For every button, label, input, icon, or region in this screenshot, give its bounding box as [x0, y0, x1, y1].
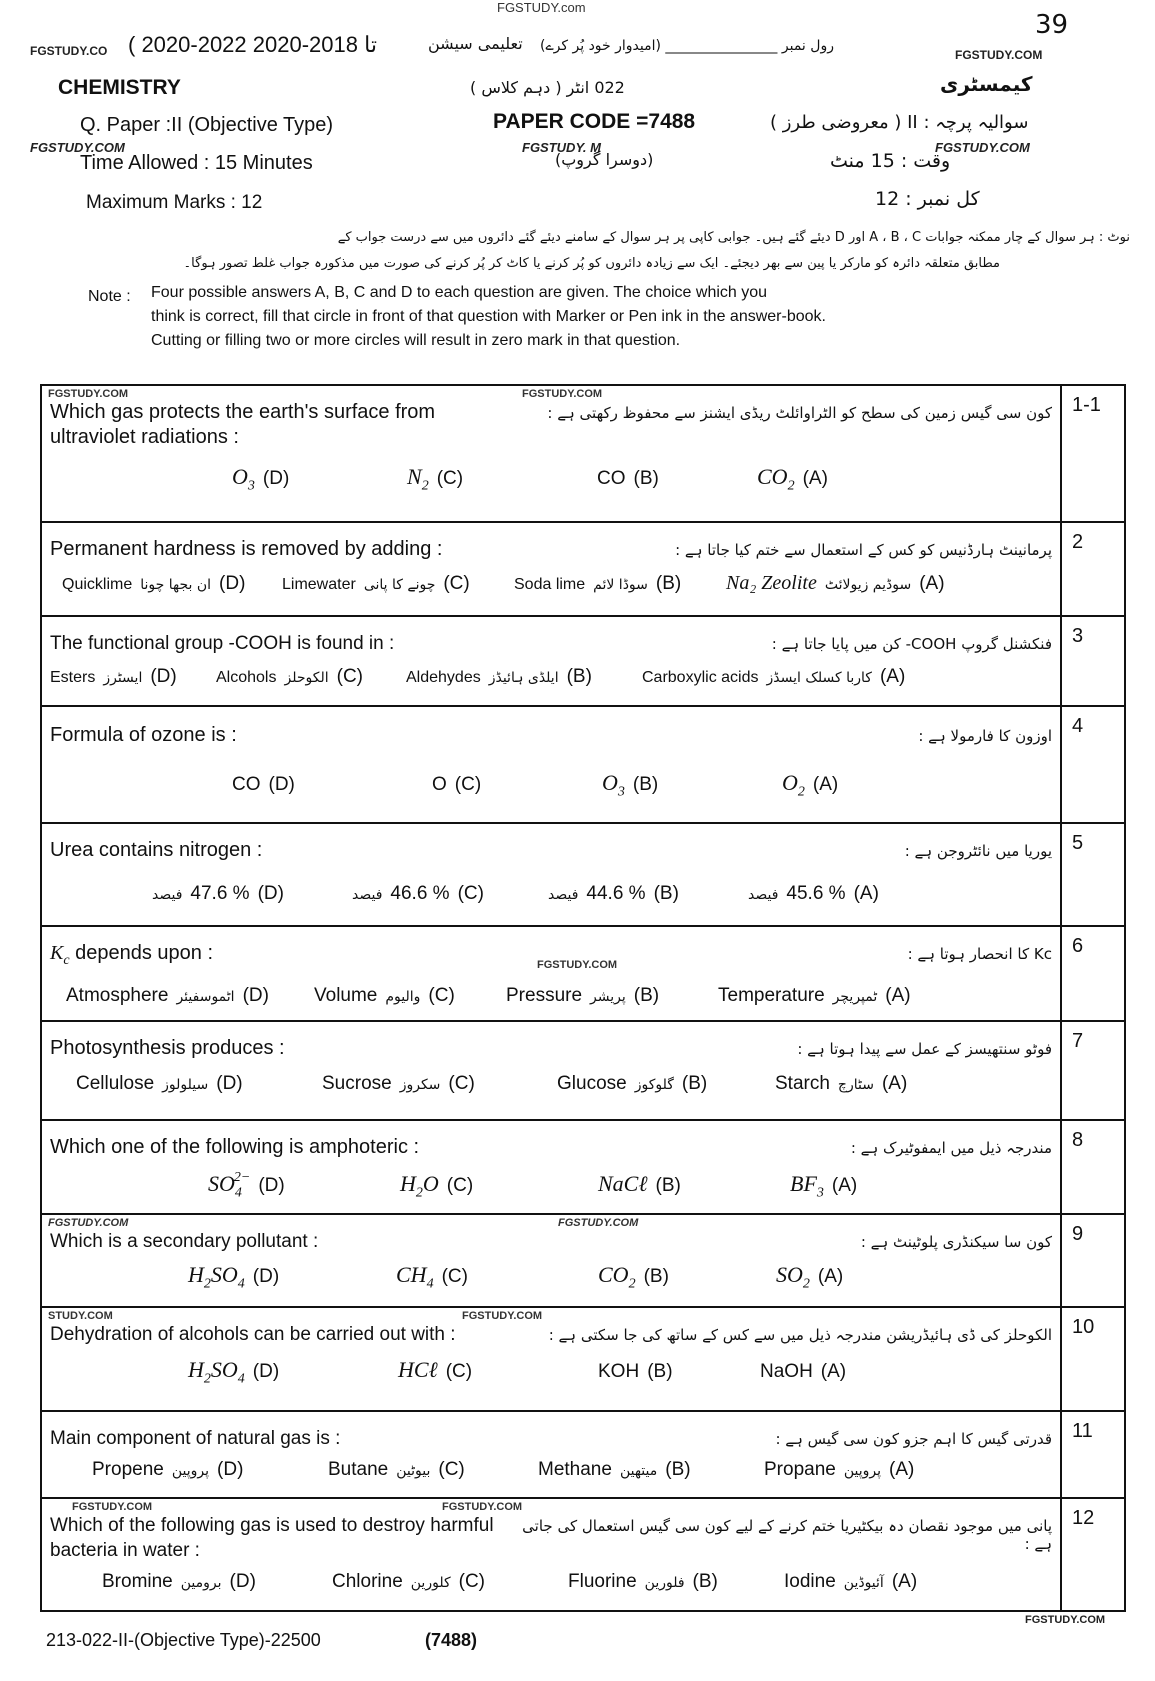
question-number: 6 [1061, 926, 1125, 1021]
question-number: 3 [1061, 616, 1125, 706]
subject-title: CHEMISTRY [58, 76, 181, 99]
option-c[interactable]: Chlorine کلورین (C) [332, 1571, 486, 1592]
question-text-ur: الکوحلز کی ڈی ہائیڈریشن مندرجہ ذیل میں سے کس کے ساتھ کی جا سکتی ہے : [548, 1326, 1052, 1344]
question-text-en: Permanent hardness is removed by adding : [50, 538, 443, 560]
option-a[interactable]: $O_2$ (A) [782, 770, 839, 800]
question-row [41, 616, 1125, 706]
watermark: FGSTUDY.COM [537, 959, 618, 971]
option-d[interactable]: Quicklime ان بجھا چونا (D) [62, 573, 246, 594]
option-b[interactable]: Fluorine فلورین (B) [568, 1571, 718, 1592]
watermark-top: FGSTUDY.com [497, 0, 586, 15]
note-line-2: think is correct, fill that circle in front of that question with Marker or Pen ink in the answer-book. [151, 308, 826, 325]
question-row [41, 926, 1125, 1021]
option-b[interactable]: Aldehydes ایلڈی ہائیڈز (B) [406, 666, 592, 687]
question-text-ur: مندرجہ ذیل میں ایمفوٹیرک ہے : [850, 1139, 1052, 1157]
questions-table [40, 384, 1126, 1612]
options-row [42, 1262, 1060, 1292]
question-number: 4 [1061, 706, 1125, 823]
option-d[interactable]: Esters ایسٹرز (D) [50, 666, 177, 687]
instructions-urdu-line2: مطابق متعلقہ دائرہ کو مارکر یا پین سے بھر دیجئے۔ ایک سے زیادہ دائروں کو پُر کرنے یا کاٹ کر پُر کرنے کی صورت میں مذکورہ جواب غلط تصور ہوگا۔ [183, 256, 1000, 271]
question-text-en: Which of the following gas is used to destroy harmful bacteria in water : [50, 1515, 494, 1561]
question-text-en: $K_c$ depends upon : [50, 942, 214, 968]
paper-type-urdu: سوالیہ پرچہ : II ( معروضی طرز ) [770, 112, 1029, 133]
option-c[interactable]: $CH_4$ (C) [396, 1262, 468, 1292]
question-text-en: Formula of ozone is : [50, 724, 237, 746]
note-label: Note : [88, 288, 131, 305]
watermark: FGSTUDY.CO [30, 44, 108, 58]
option-a[interactable]: Iodine آئیوڈین (A) [784, 1571, 918, 1592]
option-a[interactable]: $CO_2$ (A) [757, 464, 828, 494]
question-number: 12 [1061, 1498, 1125, 1611]
option-a[interactable]: Na₂ Zeolite سوڈیم زیولائٹ (A) [726, 572, 945, 594]
option-b[interactable]: KOH (B) [598, 1361, 673, 1382]
options-row [42, 666, 1060, 688]
question-text-ur: فنکشنل گروپ COOH- کن میں پایا جاتا ہے : [771, 635, 1052, 653]
option-a[interactable]: فیصد 45.6 % (A) [748, 883, 879, 904]
question-number: 8 [1061, 1120, 1125, 1214]
group-label: (دوسرا گروپ) [555, 150, 654, 169]
footer-paper-code: (7488) [425, 1630, 478, 1650]
option-b[interactable]: NaCℓ (B) [598, 1171, 681, 1196]
question-row [41, 706, 1125, 823]
question-number: 9 [1061, 1214, 1125, 1307]
option-b[interactable]: Pressure پریشر (B) [506, 985, 660, 1006]
option-a[interactable]: Temperature ٹمپریچر (A) [718, 985, 911, 1006]
option-b[interactable]: Methane میتھین (B) [538, 1459, 691, 1480]
question-row [41, 1120, 1125, 1214]
note-line-1: Four possible answers A, B, C and D to each question are given. The choice which you [151, 284, 768, 301]
paper-type: Q. Paper :II (Objective Type) [80, 114, 334, 136]
question-number: 5 [1061, 823, 1125, 926]
question-text-ur: Kc کا انحصار ہوتا ہے : [907, 945, 1052, 963]
options-row [42, 1073, 1060, 1095]
handwritten-page-number: 39 [1035, 10, 1069, 40]
option-a[interactable]: NaOH (A) [760, 1361, 847, 1382]
option-d[interactable]: $H_2SO_4$ (D) [188, 1262, 280, 1292]
session-years: ( 2020-2022 تا 2018-2020 [128, 32, 377, 57]
session-label-urdu: تعلیمی سیشن [428, 34, 523, 53]
option-c[interactable]: HCℓ (C) [398, 1357, 473, 1382]
question-text-en: Which one of the following is amphoteric : [50, 1136, 420, 1158]
question-number: 2 [1061, 522, 1125, 616]
question-text-ur: یوریا میں نائٹروجن ہے : [904, 842, 1052, 860]
option-c[interactable]: Butane بیوٹین (C) [328, 1459, 465, 1480]
option-c[interactable]: فیصد 46.6 % (C) [352, 883, 484, 904]
option-a[interactable]: $BF_3$ (A) [790, 1171, 858, 1201]
question-row [41, 1411, 1125, 1498]
option-d[interactable]: Bromine برومین (D) [102, 1571, 256, 1592]
option-b[interactable]: Soda lime سوڈا لائم (B) [514, 573, 682, 594]
options-row [42, 985, 1060, 1007]
option-c[interactable]: $H_2O$ (C) [400, 1171, 474, 1201]
watermark: FGSTUDY.COM [30, 140, 125, 155]
question-text-ur: کون سا سیکنڈری پلوٹینٹ ہے : [860, 1233, 1052, 1251]
watermark: FGSTUDY. M [522, 140, 601, 155]
options-row [42, 770, 1060, 800]
question-text-en: Urea contains nitrogen : [50, 839, 263, 861]
subject-title-urdu: کیمسٹری [940, 72, 1033, 96]
option-c[interactable]: Alcohols الکوحلز (C) [216, 666, 364, 687]
question-text-ur: کون سی گیس زمین کی سطح کو الٹراوائلٹ ریڈی ایشنز سے محفوظ رکھتی ہے : [547, 404, 1052, 422]
option-a[interactable]: Propane پروپین (A) [764, 1459, 915, 1480]
instructions-urdu-line1: نوٹ : ہر سوال کے چار ممکنہ جوابات A ، B ، C اور D دیئے گئے ہیں۔ جوابی کاپی پر ہر سوال کے سامنے دیئے گئے دائروں میں سے درست جواب کے [337, 230, 1130, 245]
question-row [41, 1021, 1125, 1120]
time-allowed-urdu: وقت : 15 منٹ [830, 150, 951, 172]
watermark: FGSTUDY.COM [522, 388, 603, 400]
watermark: FGSTUDY.COM [955, 48, 1043, 62]
question-text-en: Main component of natural gas is : [50, 1428, 341, 1449]
question-text-ur: پرمانینٹ ہارڈنیس کو کس کے استعمال سے ختم کیا جاتا ہے : [675, 541, 1052, 559]
question-row [41, 1498, 1125, 1611]
option-a[interactable]: Starch سٹارچ (A) [775, 1073, 908, 1094]
options-row [42, 464, 1060, 494]
options-row [42, 572, 1060, 595]
question-text-ur: اوزون کا فارمولا ہے : [918, 727, 1052, 745]
question-row [41, 823, 1125, 926]
question-text-en: The functional group -COOH is found in : [50, 633, 395, 654]
question-text-ur: قدرتی گیس کا اہم جزو کون سی گیس ہے : [775, 1430, 1052, 1448]
watermark: FGSTUDY.COM [1025, 1614, 1106, 1626]
option-c[interactable]: Sucrose سکروز (C) [322, 1073, 475, 1094]
watermark: FGSTUDY.COM [462, 1310, 543, 1322]
option-d[interactable]: CO (D) [232, 774, 295, 795]
option-b[interactable]: فیصد 44.6 % (B) [548, 883, 679, 904]
option-c[interactable]: O (C) [432, 774, 482, 795]
watermark: FGSTUDY.COM [72, 1501, 153, 1513]
question-text-en: Dehydration of alcohols can be carried out with : [50, 1324, 456, 1345]
options-row [42, 1459, 1060, 1481]
option-d[interactable]: Atmosphere اٹموسفیئر (D) [66, 985, 269, 1006]
note-line-3: Cutting or filling two or more circles will result in zero mark in that question. [151, 332, 681, 349]
options-row [42, 1170, 1060, 1201]
option-d[interactable]: $H_2SO_4$ (D) [188, 1357, 280, 1387]
question-text-en: Photosynthesis produces : [50, 1037, 285, 1059]
question-row [41, 522, 1125, 616]
option-c[interactable]: Volume والیوم (C) [314, 985, 455, 1006]
question-text-en: Which gas protects the earth's surface from ultraviolet radiations : [50, 401, 436, 448]
option-b[interactable]: CO (B) [597, 468, 659, 489]
question-text-en: Which is a secondary pollutant : [50, 1231, 319, 1252]
option-a[interactable]: $SO_2$ (A) [776, 1262, 844, 1292]
question-number: 10 [1061, 1307, 1125, 1411]
option-d[interactable]: Propene پروپین (D) [92, 1459, 244, 1480]
maximum-marks: Maximum Marks : 12 [86, 192, 263, 213]
watermark: FGSTUDY.COM [442, 1501, 523, 1513]
maximum-marks-urdu: کل نمبر : 12 [875, 188, 980, 210]
question-number: 11 [1061, 1411, 1125, 1498]
option-b[interactable]: $CO_2$ (B) [598, 1262, 669, 1292]
question-text-ur: فوٹو سنتھیسز کے عمل سے پیدا ہوتا ہے : [797, 1040, 1052, 1058]
paper-code: PAPER CODE =7488 [493, 110, 696, 133]
watermark: STUDY.COM [48, 1310, 113, 1322]
footer-code: 213-022-II-(Objective Type)-22500 [46, 1630, 321, 1650]
option-c[interactable]: Limewater چونے کا پانی (C) [282, 573, 470, 594]
option-a[interactable]: Carboxylic acids کاربا کسلک ایسڈز (A) [642, 666, 906, 687]
question-number: 7 [1061, 1021, 1125, 1120]
options-row [42, 883, 1060, 905]
options-row [42, 1571, 1060, 1593]
option-b[interactable]: Glucose گلوکوز (B) [557, 1073, 708, 1094]
time-allowed: Time Allowed : 15 Minutes [80, 152, 313, 174]
question-row [41, 385, 1125, 522]
watermark: FGSTUDY.COM [558, 1217, 639, 1229]
watermark: FGSTUDY.COM [48, 1217, 129, 1229]
roll-number-field: رول نمبر ________________ (امیدوار خود پُر کرے) [540, 38, 834, 54]
option-b[interactable]: $O_3$ (B) [602, 770, 659, 800]
question-row [41, 1307, 1125, 1411]
option-d[interactable]: Cellulose سیلولوز (D) [76, 1073, 243, 1094]
question-row [41, 1214, 1125, 1307]
question-number: 1-1 [1061, 385, 1125, 522]
watermark: FGSTUDY.COM [48, 388, 129, 400]
watermark: FGSTUDY.COM [935, 140, 1030, 155]
options-row [42, 1357, 1060, 1387]
option-d[interactable]: فیصد 47.6 % (D) [152, 883, 284, 904]
class-label: 022 انٹر ( دہم کلاس ) [470, 78, 625, 97]
option-d[interactable]: $O_3$ (D) [232, 464, 290, 494]
question-text-ur: پانی میں موجود نقصان دہ بیکٹیریا ختم کرنے کے لیے کون سی گیس استعمال کی جاتی ہے : [522, 1517, 1052, 1553]
option-c[interactable]: $N_2$ (C) [407, 464, 464, 494]
option-d[interactable]: $SO_4^{2-}$ (D) [208, 1170, 285, 1201]
